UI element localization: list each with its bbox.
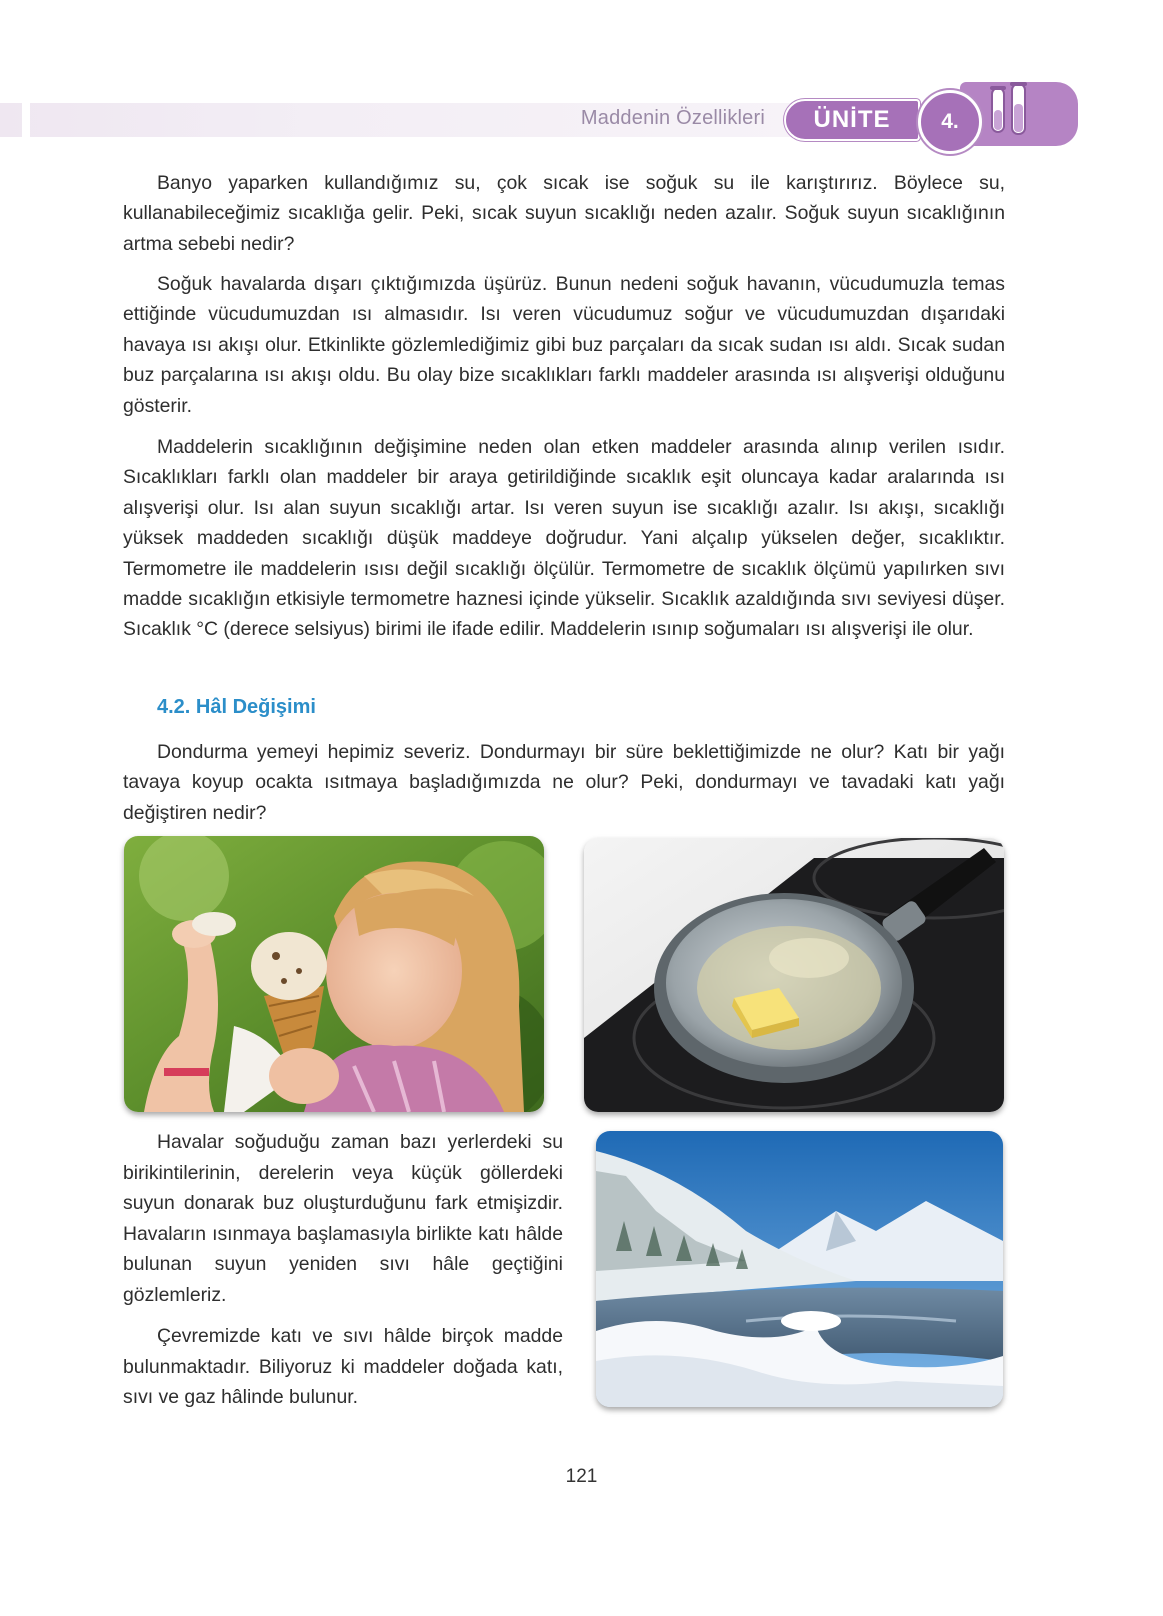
page-number: 121 (565, 1466, 598, 1487)
snowy-landscape-photo (596, 1131, 1003, 1407)
unit-number: 4. (918, 90, 982, 154)
paragraph-3: Maddelerin sıcaklığının değişimine neden olan etken maddeler arasında alınıp verilen ısıdır. Sıcaklıkları farklı olan maddeler bir araya getirildiğinde sıcaklık eşit oluncaya kadar aralarında ısı alışverişi olur. Isı alan suyun sıcaklığı artar. Isı veren suyun ise sıcaklığı azalır. Isı akışı, sıcaklığı yüksek maddeden sıcaklığı düşük maddeye doğrudur. Yani alçalıp yükselen değer, sıcaklıktır. Termometre ile maddelerin ısısı değil sıcaklığı ölçülür. Termometre de sıcaklık ölçümü yapılırken sıvı madde sıcaklığın etkisiyle termometre haznesi içinde yükselir. Sıcaklık azaldığında sıvı seviyesi düşer. Sıcaklık °C (derece selsiyus) birimi ile ifade edilir. Maddelerin ısınıp soğumaları ısı alışverişi ile olur. (123, 436, 1005, 641)
girl-eating-ice-cream-photo (124, 836, 544, 1112)
unit-title: Maddenin Özellikleri (580, 107, 765, 129)
unit-label: ÜNİTE (784, 99, 920, 141)
paragraph-1: Banyo yaparken kullandığımız su, çok sıcak ise soğuk su ile karıştırırız. Böylece su, kullanabileceğimiz sıcaklığa gelir. Peki, sıcak suyun sıcaklığı neden azalır. Soğuk suyun sıcaklığının artma sebebi nedir? (123, 172, 1005, 255)
paragraph-2: Soğuk havalarda dışarı çıktığımızda üşürüz. Bunun nedeni soğuk havanın, vücudumuzla temas ettiğinde vücudumuzdan ısı almasıdır. Isı veren vücudumuz soğur ve vücudumuzdan dışarıdaki havaya ısı akışı olur. Etkinlikte gözlemlediğimiz gibi buz parçaları da sıcak sudan ısı aldı. Sıcak sudan buz parçalarına ısı akışı oldu. Bu olay bize sıcaklıkları farklı maddeler arasında ısı alışverişi olduğunu gösterir. (123, 273, 1005, 417)
section-title: 4.2. Hâl Değişimi (157, 696, 316, 718)
column-paragraph-1: Havalar soğuduğu zaman bazı yerlerdeki su birikintilerinin, derelerin veya küçük göllerdeki suyun donarak buz oluşturduğunu fark etmişizdir. Havaların ısınmaya başlamasıyla birlikte katı hâlde bulunan suyun yeniden sıvı hâle geçtiğini gözlemleriz. (123, 1131, 563, 1306)
butter-in-pan-photo (584, 838, 1004, 1112)
paragraph-4: Dondurma yemeyi hepimiz severiz. Dondurmayı bir süre beklettiğimizde ne olur? Katı bir yağı tavaya koyup ocakta ısıtmaya başladığımızda ne olur? Peki, dondurmayı ve tavadaki katı yağı değiştiren nedir? (123, 741, 1005, 824)
header-band-gap (22, 103, 30, 137)
test-tubes-icon (986, 80, 1034, 142)
column-paragraph-2: Çevremizde katı ve sıvı hâlde birçok madde bulunmaktadır. Biliyoruz ki maddeler doğada katı, sıvı ve gaz hâlinde bulunur. (123, 1325, 563, 1409)
